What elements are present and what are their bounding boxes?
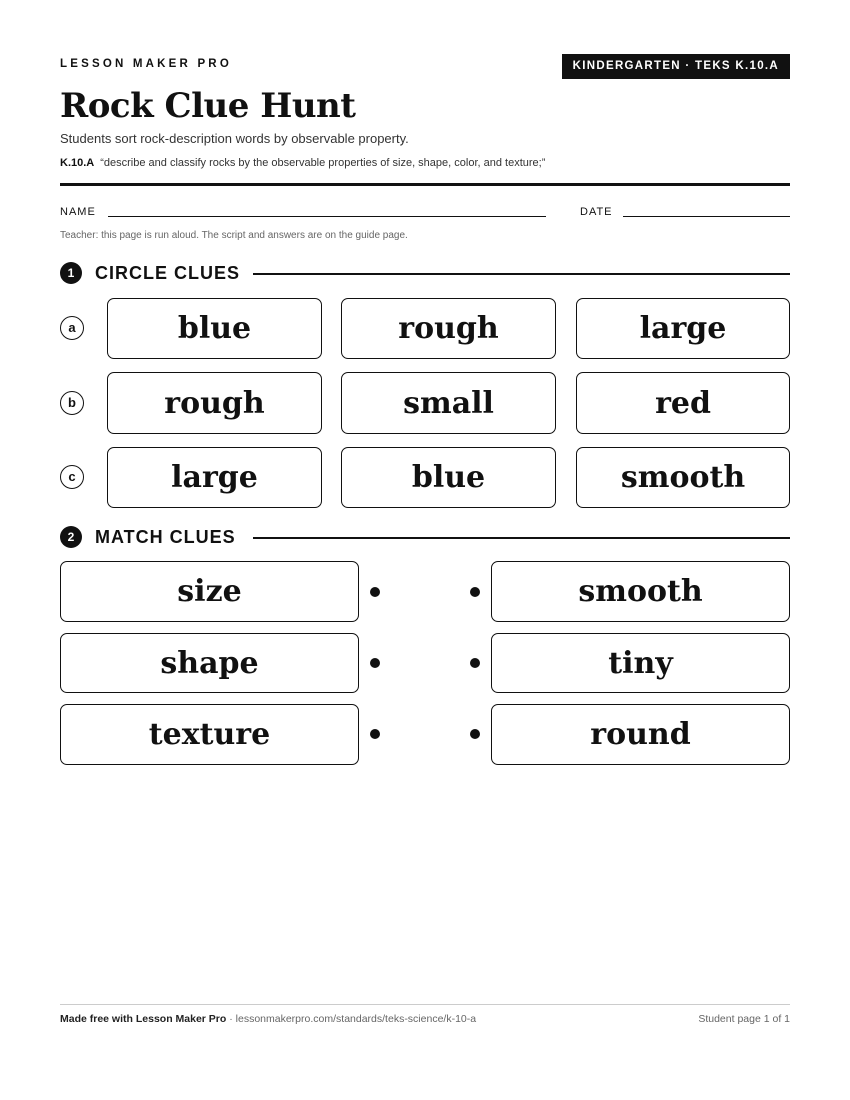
name-label: NAME [60, 206, 96, 218]
match-dot-right[interactable] [470, 729, 480, 739]
section-title: CIRCLE CLUES [95, 263, 241, 283]
footer-separator: · [226, 1013, 236, 1025]
clue-word-a1[interactable]: blue [107, 298, 322, 359]
date-field[interactable] [623, 216, 790, 217]
page-title: Rock Clue Hunt [60, 86, 356, 126]
match-left-texture[interactable]: texture [60, 704, 359, 765]
name-field[interactable] [108, 216, 546, 217]
clue-word-c3[interactable]: smooth [576, 447, 790, 508]
row-letter-b: b [60, 391, 84, 415]
section-number: 2 [60, 526, 82, 548]
page-subtitle: Students sort rock-description words by observable property. [60, 131, 409, 146]
match-dot-left[interactable] [370, 658, 380, 668]
worksheet-page [60, 0, 790, 1100]
header-divider [60, 183, 790, 186]
date-label: DATE [580, 206, 613, 218]
standard-line [60, 157, 545, 169]
clue-word-b2[interactable]: small [341, 372, 556, 434]
match-dot-right[interactable] [470, 658, 480, 668]
row-letter-a: a [60, 316, 84, 340]
footer-page-number: Student page 1 of 1 [698, 1013, 790, 1025]
section-divider [253, 273, 790, 275]
section-match-clues-header [60, 525, 790, 549]
footer-made-with: Made free with Lesson Maker Pro [60, 1013, 227, 1025]
teacher-note: Teacher: this page is run aloud. The script and answers are on the guide page. [60, 230, 408, 241]
match-right-smooth[interactable]: smooth [491, 561, 790, 622]
brand-name: LESSON MAKER PRO [60, 58, 232, 70]
standard-text: “describe and classify rocks by the observable properties of size, shape, color, and texture;” [100, 157, 546, 169]
row-letter-c: c [60, 465, 84, 489]
match-right-round[interactable]: round [491, 704, 790, 765]
section-divider [253, 537, 790, 539]
clue-word-c1[interactable]: large [107, 447, 322, 508]
match-right-tiny[interactable]: tiny [491, 633, 790, 693]
match-left-size[interactable]: size [60, 561, 359, 622]
section-number: 1 [60, 262, 82, 284]
grade-badge: KINDERGARTEN · TEKS K.10.A [562, 54, 790, 79]
match-left-shape[interactable]: shape [60, 633, 359, 693]
clue-word-b1[interactable]: rough [107, 372, 322, 434]
clue-word-b3[interactable]: red [576, 372, 790, 434]
clue-word-c2[interactable]: blue [341, 447, 556, 508]
match-dot-right[interactable] [470, 587, 480, 597]
footer-divider [60, 1004, 790, 1005]
match-dot-left[interactable] [370, 587, 380, 597]
clue-word-a3[interactable]: large [576, 298, 790, 359]
standard-code: K.10.A [60, 157, 95, 169]
clue-word-a2[interactable]: rough [341, 298, 556, 359]
footer-credit [60, 1013, 476, 1025]
match-dot-left[interactable] [370, 729, 380, 739]
footer-url[interactable]: lessonmakerpro.com/standards/teks-science/k-10-a [235, 1013, 477, 1025]
section-circle-clues-header [60, 261, 790, 285]
section-title: MATCH CLUES [95, 527, 236, 547]
